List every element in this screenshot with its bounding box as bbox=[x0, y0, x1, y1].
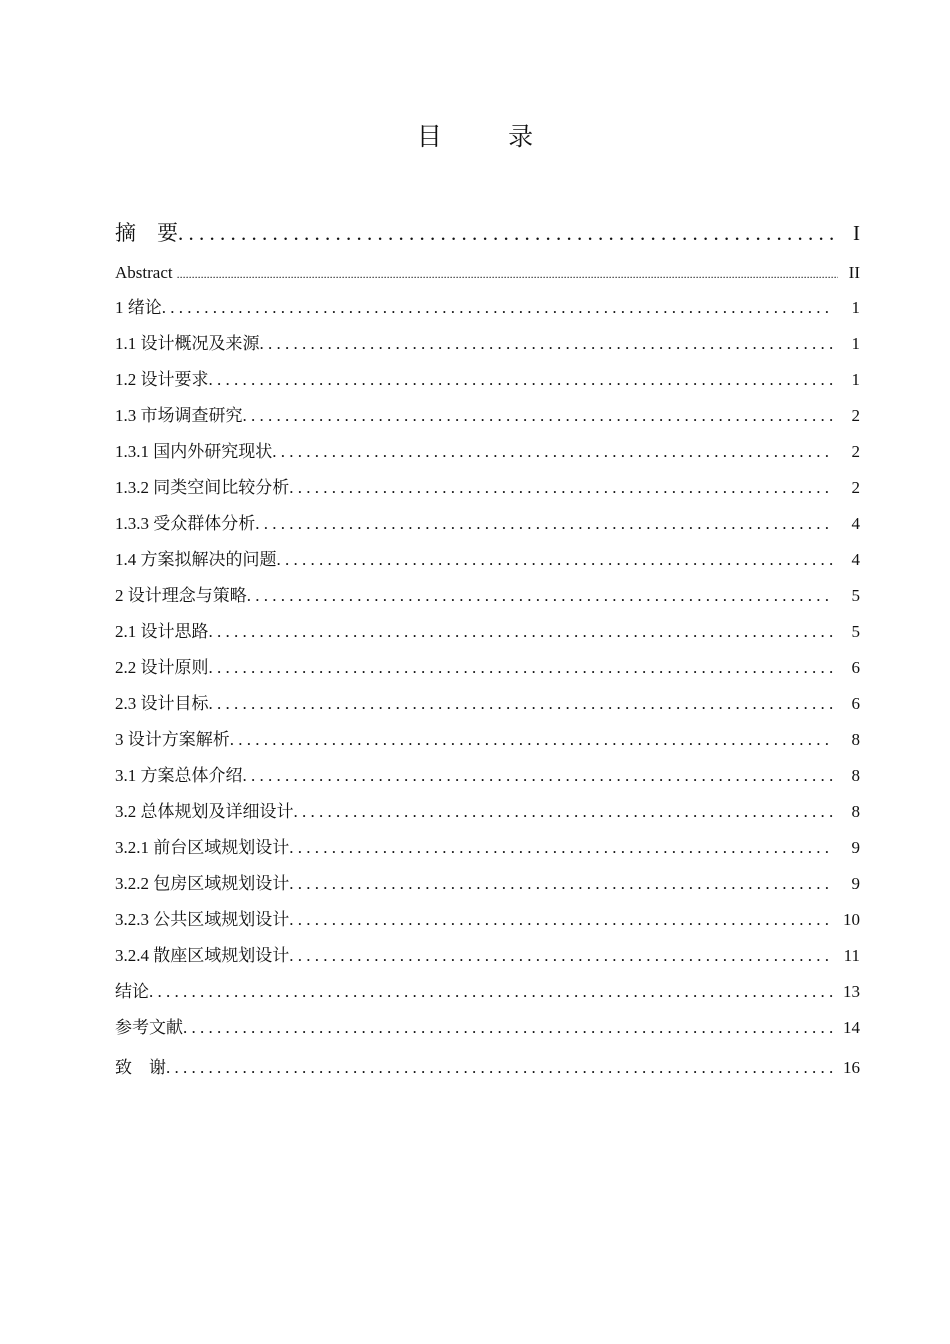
toc-entry-label: 2.1 设计思路 bbox=[115, 622, 209, 641]
toc-entry-page: 9 bbox=[851, 838, 860, 857]
toc-entry-label: 1 绪论 bbox=[115, 298, 162, 317]
toc-entry-page: 14 bbox=[843, 1018, 860, 1037]
toc-entry-page: 13 bbox=[843, 982, 860, 1001]
toc-dot-leader bbox=[209, 614, 835, 650]
toc-entry-page: 1 bbox=[851, 298, 860, 317]
toc-entry-page: I bbox=[853, 221, 860, 245]
toc-dot-leader bbox=[209, 686, 835, 722]
toc-entry-page: 6 bbox=[851, 658, 860, 677]
toc-entry-page: 1 bbox=[851, 334, 860, 353]
toc-dot-leader bbox=[277, 542, 835, 578]
toc-entry[interactable] bbox=[115, 326, 860, 362]
toc-entry-label: 摘 要 bbox=[115, 221, 178, 245]
toc-dot-leader bbox=[230, 722, 834, 758]
toc-entry-page: 4 bbox=[851, 550, 860, 569]
toc-entry[interactable] bbox=[115, 470, 860, 506]
toc-entry-label: 3.2 总体规划及详细设计 bbox=[115, 802, 294, 821]
toc-entry-label: 3.1 方案总体介绍 bbox=[115, 766, 243, 785]
toc-entry-page: 2 bbox=[851, 442, 860, 461]
toc-dot-leader bbox=[289, 470, 834, 506]
toc-entry[interactable] bbox=[115, 938, 860, 974]
toc-entry-label: Abstract bbox=[115, 263, 173, 282]
toc-entry-page: 9 bbox=[851, 874, 860, 893]
toc-entry-page: 5 bbox=[851, 586, 860, 605]
toc-dot-leader bbox=[294, 794, 835, 830]
toc-dot-leader bbox=[255, 506, 834, 542]
toc-entry-page: 1 bbox=[851, 370, 860, 389]
toc-entry-label: 致 谢 bbox=[115, 1058, 166, 1077]
toc-entry-label: 2.3 设计目标 bbox=[115, 694, 209, 713]
toc-entry-label: 1.2 设计要求 bbox=[115, 370, 209, 389]
toc-entry-page: 6 bbox=[851, 694, 860, 713]
toc-entry-label: 1.3.3 受众群体分析 bbox=[115, 514, 256, 533]
toc-dot-leader bbox=[289, 866, 834, 902]
toc-entry-label: 3 设计方案解析 bbox=[115, 730, 230, 749]
toc-dot-leader bbox=[178, 212, 834, 254]
toc-entry-label: 3.2.1 前台区域规划设计 bbox=[115, 838, 290, 857]
toc-entry-label: 1.1 设计概况及来源 bbox=[115, 334, 260, 353]
toc-dot-leader bbox=[289, 938, 834, 974]
toc-entry-page: 8 bbox=[851, 766, 860, 785]
page-title: 目 录 bbox=[416, 124, 564, 151]
table-of-contents bbox=[115, 212, 860, 1088]
toc-dot-leader bbox=[183, 1010, 834, 1046]
toc-entry[interactable] bbox=[115, 506, 860, 542]
toc-entry-label: 3.2.4 散座区域规划设计 bbox=[115, 946, 290, 965]
toc-entry[interactable] bbox=[115, 650, 860, 686]
toc-entry-acknowledgements[interactable] bbox=[115, 1048, 860, 1088]
toc-dot-leader bbox=[162, 290, 834, 326]
toc-dot-leader bbox=[209, 650, 835, 686]
toc-entry[interactable] bbox=[115, 362, 860, 398]
toc-entry-page: 16 bbox=[843, 1058, 860, 1077]
toc-entry-page: 5 bbox=[851, 622, 860, 641]
toc-entry[interactable] bbox=[115, 758, 860, 794]
toc-dot-leader bbox=[289, 830, 834, 866]
toc-dot-leader bbox=[209, 362, 835, 398]
toc-entry-page: 2 bbox=[851, 406, 860, 425]
toc-entry-label: 1.4 方案拟解决的问题 bbox=[115, 550, 277, 569]
toc-dot-leader bbox=[272, 434, 834, 470]
toc-dot-leader bbox=[177, 256, 838, 291]
toc-entry-page: 4 bbox=[851, 514, 860, 533]
toc-entry-page: 8 bbox=[851, 730, 860, 749]
toc-entry-references[interactable] bbox=[115, 1010, 860, 1046]
toc-entry[interactable] bbox=[115, 434, 860, 470]
toc-entry-page: 10 bbox=[843, 910, 860, 929]
toc-entry-page: 8 bbox=[851, 802, 860, 821]
toc-dot-leader bbox=[260, 326, 835, 362]
toc-entry[interactable] bbox=[115, 722, 860, 758]
toc-entry[interactable] bbox=[115, 542, 860, 578]
toc-entry-label: 结论 bbox=[115, 982, 149, 1001]
toc-dot-leader bbox=[247, 578, 834, 614]
toc-entry-page: II bbox=[848, 263, 860, 282]
toc-entry[interactable] bbox=[115, 398, 860, 434]
toc-entry-label: 2.2 设计原则 bbox=[115, 658, 209, 677]
toc-entry-label: 1.3 市场调查研究 bbox=[115, 406, 243, 425]
toc-dot-leader bbox=[243, 398, 835, 434]
toc-entry-conclusion[interactable] bbox=[115, 974, 860, 1010]
toc-entry-label: 1.3.1 国内外研究现状 bbox=[115, 442, 273, 461]
toc-entry-page: 11 bbox=[843, 946, 860, 965]
toc-entry[interactable] bbox=[115, 830, 860, 866]
toc-dot-leader bbox=[149, 974, 834, 1010]
toc-entry-label: 参考文献 bbox=[115, 1018, 183, 1037]
toc-entry[interactable] bbox=[115, 578, 860, 614]
toc-entry-abstract-cn[interactable] bbox=[115, 212, 860, 254]
toc-entry-abstract-en[interactable] bbox=[115, 256, 860, 290]
toc-entry[interactable] bbox=[115, 614, 860, 650]
toc-entry-label: 1.3.2 同类空间比较分析 bbox=[115, 478, 290, 497]
toc-entry[interactable] bbox=[115, 902, 860, 938]
toc-entry[interactable] bbox=[115, 686, 860, 722]
toc-entry-page: 2 bbox=[851, 478, 860, 497]
toc-dot-leader bbox=[166, 1048, 834, 1088]
toc-entry-label: 2 设计理念与策略 bbox=[115, 586, 247, 605]
toc-entry[interactable] bbox=[115, 866, 860, 902]
toc-entry[interactable] bbox=[115, 794, 860, 830]
toc-entry-label: 3.2.2 包房区域规划设计 bbox=[115, 874, 290, 893]
toc-dot-leader bbox=[243, 758, 835, 794]
toc-entry-label: 3.2.3 公共区域规划设计 bbox=[115, 910, 290, 929]
toc-entry[interactable] bbox=[115, 290, 860, 326]
toc-dot-leader bbox=[289, 902, 834, 938]
